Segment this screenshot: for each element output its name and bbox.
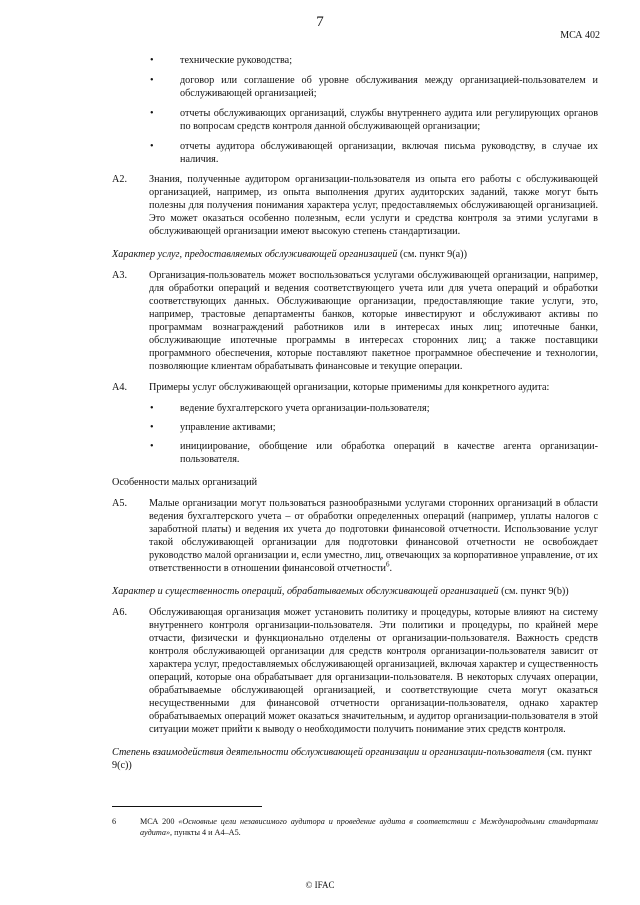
- paragraph-text: Примеры услуг обслуживающей организации, которые применимы для конкретного аудита:: [149, 382, 550, 393]
- paragraph-number: A6.: [112, 607, 127, 618]
- bullet-icon: •: [150, 55, 154, 66]
- list-item-text: отчеты обслуживающих организаций, службы внутреннего аудита или регулирующих органов по вопросам средств контроля данной обслуживающей организации;: [180, 108, 598, 132]
- bullet-icon: •: [150, 75, 154, 86]
- paragraph-number: A4.: [112, 382, 127, 393]
- paragraph-text: Малые организации могут пользоваться разнообразными услугами сторонних организаций в области ведения бухгалтерского учета – от обработки определенных операций (например, уплаты налогов с заработной платы) и ведения их учета до подготовки финансовой отчетности. Использование услуг такой обслуживающей организации для подготовки финансовой отчетности не освобождает руководство малой организации и, если уместно, лиц, отвечающих за корпоративное управление, от их ответственности в отношении финансовой отчетности: [149, 498, 599, 574]
- bullet-icon: •: [150, 141, 154, 152]
- paragraph-text: Знания, полученные аудитором организации-пользователя из опыта его работы с обслуживающей организацией, например, из опыта выполнения других аудиторских заданий, также могут быть полезны для получения понимания характера услуг, предоставляемых обслуживающей организацией. Это может оказаться особенно полезным, если услуги и средства контроля за этими услугами в обслуживающей организации имеют высокую степень стандартизации.: [149, 174, 598, 237]
- list-item-text: ведение бухгалтерского учета организации-пользователя;: [180, 403, 430, 414]
- footnote-number: 6: [112, 817, 117, 826]
- list-item: [112, 402, 598, 415]
- page-number: 7: [316, 14, 324, 30]
- paragraph-number: A5.: [112, 498, 127, 509]
- footnote-reference[interactable]: 6: [385, 560, 390, 569]
- list-item: [112, 440, 598, 466]
- bullet-icon: •: [150, 441, 154, 452]
- heading-reference: (см. пункт 9(c)): [112, 747, 592, 771]
- list-item-text: отчеты аудитора обслуживающей организации, включая письма руководству, в случае их наличия.: [180, 141, 598, 165]
- footnote-text: [112, 816, 598, 838]
- paragraph-text: Организация-пользователь может воспользоваться услугами обслуживающей организации, например, для обработки операций и ведения соответствующего учета или для учета операций и обработки соответствующих данных. Обслуживающие организации, предоставляющие такие услуги, это, например, трастовые департаменты банков, которые инвестируют и обслуживают активы по программам вознаграждений работников или в интересах иных лиц; ипотечные банки, обслуживающие ипотечные программы в интересах сторонних лиц; а также поставщики программного обеспечения, которые поставляют пакетное программное обеспечение и технологии, позволяющие клиентам обрабатывать финансовые и текущие операции.: [149, 270, 598, 372]
- section-heading: [112, 746, 598, 772]
- paragraph-tail: .: [389, 563, 393, 574]
- bullet-icon: •: [150, 108, 154, 119]
- heading-text: Степень взаимодействия деятельности обслуживающей организации и организации-пользователя: [112, 747, 545, 758]
- list-item: [112, 140, 598, 166]
- section-heading: [112, 585, 598, 598]
- paragraph-number: A3.: [112, 270, 127, 281]
- list-item-text: инициирование, обобщение или обработка операций в качестве агента организации-пользователя.: [180, 441, 598, 465]
- paragraph-number: A2.: [112, 174, 127, 185]
- list-item-text: управление активами;: [180, 422, 276, 433]
- paragraph-a5: [112, 497, 598, 575]
- paragraph-text: Обслуживающая организация может установить политику и процедуры, которые влияют на систему внутреннего контроля организации-пользователя. Эти политики и процедуры, по крайней мере отчасти, физически и функционально отделены от организации-пользователя. Важность средств контроля обслуживающей организации для средств контроля организации-пользователя зависит от характера услуг, предоставляемых обслуживающей организацией, включая характер и существенность операций, которые она обрабатывает для организации-пользователя. В некоторых случаях операции, обрабатываемые обслуживающей организацией, и соответствующие счета могут оказаться несущественными для финансовой отчетности организации-пользователя, однако характер обрабатываемых операций может оказаться значительным, и аудитор организации-пользователя в этой ситуации может прийти к выводу о необходимости получить понимание этих средств контроля.: [149, 607, 598, 735]
- heading-text: Характер услуг, предоставляемых обслуживающей организацией: [112, 249, 398, 260]
- list-item-text: технические руководства;: [180, 55, 293, 66]
- list-item: [112, 74, 598, 100]
- footnote: [112, 816, 598, 838]
- list-item: [112, 54, 598, 67]
- footnote-suffix: , пункты 4 и A4–A5.: [170, 828, 241, 837]
- list-item-text: договор или соглашение об уровне обслуживания между организацией-пользователем и обслуживающей организацией;: [180, 75, 598, 99]
- list-item: [112, 107, 598, 133]
- heading-text: Характер и существенность операций, обрабатываемых обслуживающей организацией: [112, 586, 499, 597]
- paragraph-a3: [112, 269, 598, 373]
- footnote-prefix: МСА 200: [140, 817, 179, 826]
- footnote-divider: [112, 806, 262, 807]
- paragraph-a4: [112, 381, 598, 394]
- heading-reference: (см. пункт 9(b)): [498, 586, 569, 597]
- standard-code: МСА 402: [560, 30, 600, 41]
- footnote-title: «Основные цели независимого аудитора и проведение аудита в соответствии с Международными стандартами аудита»: [140, 817, 598, 837]
- page-footer: © IFAC: [305, 880, 335, 890]
- section-heading: [112, 248, 598, 261]
- list-item: [112, 421, 598, 434]
- heading-reference: (см. пункт 9(a)): [397, 249, 467, 260]
- section-heading: Особенности малых организаций: [112, 477, 258, 488]
- bullet-icon: •: [150, 403, 154, 414]
- bullet-icon: •: [150, 422, 154, 433]
- paragraph-a2: [112, 173, 598, 238]
- paragraph-a6: [112, 606, 598, 736]
- page-body: [112, 54, 598, 780]
